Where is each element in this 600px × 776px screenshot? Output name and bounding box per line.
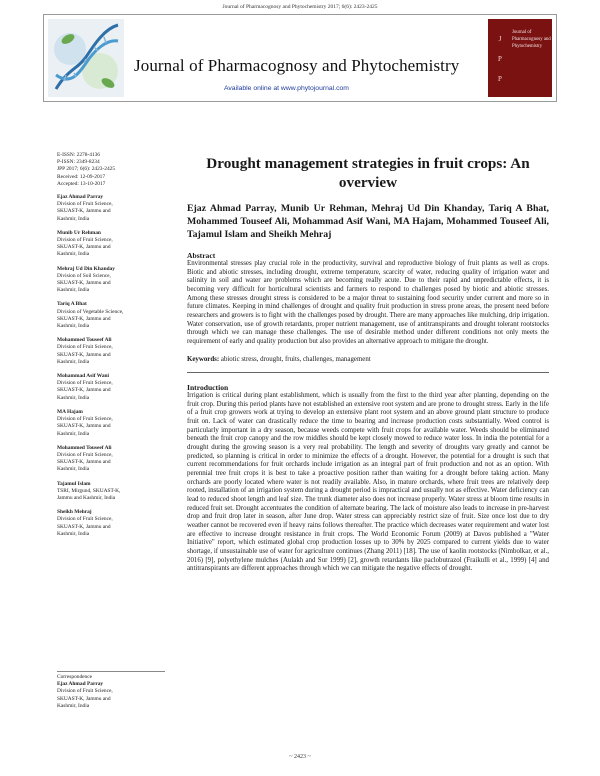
affiliation xyxy=(57,481,165,503)
affiliation xyxy=(57,445,165,474)
affiliation xyxy=(57,373,165,402)
affiliation-line: SKUAST-K, Jammu and xyxy=(57,523,111,530)
affiliation-line: Division of Fruit Science, xyxy=(57,344,113,351)
affiliation-name: Sheikh Mehraj xyxy=(57,509,92,516)
received-date: Received: 12-09-2017 xyxy=(57,173,106,180)
affiliation xyxy=(57,194,165,223)
affiliation-line: Division of Fruit Science, xyxy=(57,451,113,458)
affiliation-line: Kashmir, India xyxy=(57,394,90,401)
journal-title: Journal of Pharmacognosy and Phytochemistry xyxy=(134,56,460,75)
section-divider xyxy=(187,372,549,373)
affiliation-line: SKUAST-K, Jammu and xyxy=(57,244,111,251)
p-issn: P-ISSN: 2349-8234 xyxy=(57,159,100,166)
affiliation-name: Mohammad Asif Wani xyxy=(57,373,110,380)
correspondence-label: Correspondence xyxy=(57,674,93,680)
article-title: Drought management strategies in fruit crops: An overview xyxy=(206,155,530,191)
affiliation-name: Mehraj Ud Din Khanday xyxy=(57,265,115,272)
cover-text: Journal of Pharmacognosy and Phytochemistry xyxy=(512,30,551,49)
abstract-heading: Abstract xyxy=(187,251,216,260)
journal-banner xyxy=(43,14,557,102)
affiliation-line: Kashmir, India xyxy=(57,430,90,437)
dna-helix-icon xyxy=(48,19,124,97)
affiliation-line: Division of Fruit Science, xyxy=(57,516,113,523)
correspondence-name: Ejaz Ahmad Parray xyxy=(57,681,104,688)
introduction-text: Irrigation is critical during plant establishment, which is usually from the first to the third year after planting, depending on the fruit crop. During this period plants have not established an extensive root system and are prone to drought stress. Early in the life of a fruit crop growers work at trying to develop an extensive plant root system and an above ground plant structure to produce fruit on. Lack of water can drastically reduce the time to bearing and increase production costs substantially. Weed control is particularly important in a dry season, because weeds compete with fruit crops for available water. Weeds should be eliminated beneath the fruit crop canopy and the row middles should be kept closely mowed to reduce water loss. In india the potential for a drought during the growing season is a very real probability. The length and severity of droughts vary greatly and cannot be predicted, so planning is critical in order to minimize the effects of a drought. However, the potential for a drought is such that current recommendations for fruit orchards include irrigation as an integral part of fruit production and not as an option. With perennial tree fruit crops it is best to take a proactive position rather than waiting for a drought before taking action. Many orchards are poorly located where water is not readily available. Also, in mature orchards, where fruit trees are relatively deep rooted, installation of an irrigation system during a drought period is impractical and usually not as effective. Water deficiency can lead to reduced shoot length and leaf size. The trunk diameter also does not increase properly. Water stress at bloom time results in reduced fruit set. Drought accentuates the condition of alternate bearing. The lack of moisture also leads to increase in pre-harvest drop and fruit drop later in season, after June drop. Water stress can appreciably restrict size of fruit. Size once lost due to dry weather cannot be recovered even if heavy rains follows thereafter. The practice which decreases water requirement and water lost are effective to increase drought resistance in fruit crops. The World Economic Forum (2009) at Davos published a "Water Initiative" report, which estimated global crop production losses up to 30% by 2025 compared to current yields due to water shortage, if unsustainable use of water for agriculture continues (Zhang 2011) [18]. The use of kaolin rootstocks (Nimbolkar, et al., 2016) [9], polyethylene mulches (Aulakh and Sur 1999) [2], growth retardants like paclobutrazol (Fraikulli et al., 1999) [4] and antitranspirants are different approaches through which we can mitigate the negative effects of drought. xyxy=(187,392,549,573)
e-issn: E-ISSN: 2278-4136 xyxy=(57,152,100,158)
cover-letter: P xyxy=(498,55,502,63)
correspondence-line: SKUAST-K, Jammu and xyxy=(57,695,111,702)
affiliation-line: SKUAST-K, Jammu and xyxy=(57,423,111,430)
affiliation-name: MA Hajam xyxy=(57,408,83,415)
affiliation xyxy=(57,409,165,438)
affiliation-line: Kashmir, India xyxy=(57,251,90,258)
affiliation-line: SKUAST-K, Jammu and xyxy=(57,387,111,394)
cover-letter: P xyxy=(498,75,502,83)
affiliation-line: Kashmir, India xyxy=(57,466,90,473)
affiliation-line: SKUAST-K, Jammu and xyxy=(57,208,111,215)
affiliation-line: Kashmir, India xyxy=(57,215,90,222)
cover-letters xyxy=(494,29,506,89)
accepted-date: Accepted: 13-10-2017 xyxy=(57,180,106,187)
affiliation-name: Mohammed Touseef Ali xyxy=(57,337,112,344)
affiliation-name: Munib Ur Rehman xyxy=(57,229,101,236)
affiliation-line: Kashmir, India xyxy=(57,287,90,294)
abstract-text: Environmental stresses play crucial role in the productivity, survival and reproductive biology of fruit plants as well as crops. Biotic and abiotic stresses, including drought, extreme temperature, scarcity of water, reducing quality of irrigation water and salinity in soil and water are problems which are becoming really acute. Due to their rapid and unpredictable effects, it is becoming very difficult for horticultural scientists and farmers to respond to challenges posed by biotic and abiotic stresses. Among these stresses drought stress is considered to be a major threat to sustaining food security under current and more so in future climates. Keeping in mind challenges of drought and quality fruit production in stress prone areas, the present need before researchers and growers is to fight with the challenges posed by drought. There are many approaches like mulching, drip irrigation. Water conservation, use of growth retardants, proper nutrient management, use of antitranspirants and drought tolerant rootstocks through which we can manage these challenges. The use of desirable method under different conditions not only meets the requirement of early and quality production but also provides an alternative approach to mitigate the drought. xyxy=(187,260,549,345)
affiliation-line: Jammu and Kashmir, India xyxy=(57,494,116,501)
keywords xyxy=(187,356,549,365)
journal-cover-icon xyxy=(488,19,552,97)
affiliation-name: Tariq A Bhat xyxy=(57,301,87,308)
affiliation-line: Division of Fruit Science, xyxy=(57,201,113,208)
keywords-text: abiotic stress, drought, fruits, challenges, management xyxy=(220,355,371,363)
affiliation-list xyxy=(57,194,165,538)
affiliation-line: Division of Fruit Science, xyxy=(57,237,113,244)
journal-reference: Journal of Pharmacognosy and Phytochemistry 2017; 6(6): 2423-2425 xyxy=(222,4,378,10)
affiliation-line: SKUAST-K, Jammu and xyxy=(57,459,111,466)
sidebar xyxy=(57,152,165,545)
author-list: Ejaz Ahmad Parray, Munib Ur Rehman, Mehraj Ud Din Khanday, Tariq A Bhat, Mohammed Touseef Ali, Mohammad Asif Wani, MA Hajam, Mohammed Touseef Ali, Tajamul Islam and Sheikh Mehraj xyxy=(187,203,549,240)
article-meta xyxy=(57,152,165,188)
affiliation-name: Mohammed Touseef Ali xyxy=(57,444,112,451)
article-main xyxy=(187,152,549,574)
affiliation xyxy=(57,337,165,366)
correspondence-line: Division of Fruit Science, xyxy=(57,688,113,695)
correspondence-line: Kashmir, India xyxy=(57,702,90,709)
affiliation-name: Tajamul Islam xyxy=(57,480,91,487)
affiliation-line: SKUAST-K, Jammu and xyxy=(57,280,111,287)
affiliation-line: Kashmir, India xyxy=(57,323,90,330)
introduction-heading: Introduction xyxy=(187,383,229,393)
affiliation-line: Kashmir, India xyxy=(57,358,90,365)
affiliation-name: Ejaz Ahmad Parray xyxy=(57,194,104,201)
affiliation xyxy=(57,230,165,259)
affiliation xyxy=(57,301,165,330)
correspondence-divider xyxy=(57,671,165,672)
journal-website[interactable]: Available online at www.phytojournal.com xyxy=(224,85,349,92)
affiliation-line: Division of Vegetable Science, xyxy=(57,308,124,315)
volume-info: JPP 2017; 6(6): 2423-2425 xyxy=(57,166,116,173)
affiliation-line: SKUAST-K, Jammu and xyxy=(57,351,111,358)
cover-letter: J xyxy=(498,35,502,43)
affiliation-line: Kashmir, India xyxy=(57,530,90,537)
keywords-label: Keywords: xyxy=(187,355,220,363)
affiliation-line: Division of Fruit Science, xyxy=(57,380,113,387)
affiliation-line: Division of Fruit Science, xyxy=(57,416,113,423)
affiliation xyxy=(57,509,165,538)
correspondence xyxy=(57,674,165,710)
affiliation-line: SKUAST-K, Jammu and xyxy=(57,315,111,322)
affiliation-line: TSRI, Mirgund, SKUAST-K, xyxy=(57,487,121,494)
affiliation-line: Division of Soil Science, xyxy=(57,272,111,279)
affiliation xyxy=(57,266,165,295)
page-number: ~ 2423 ~ xyxy=(289,754,311,760)
